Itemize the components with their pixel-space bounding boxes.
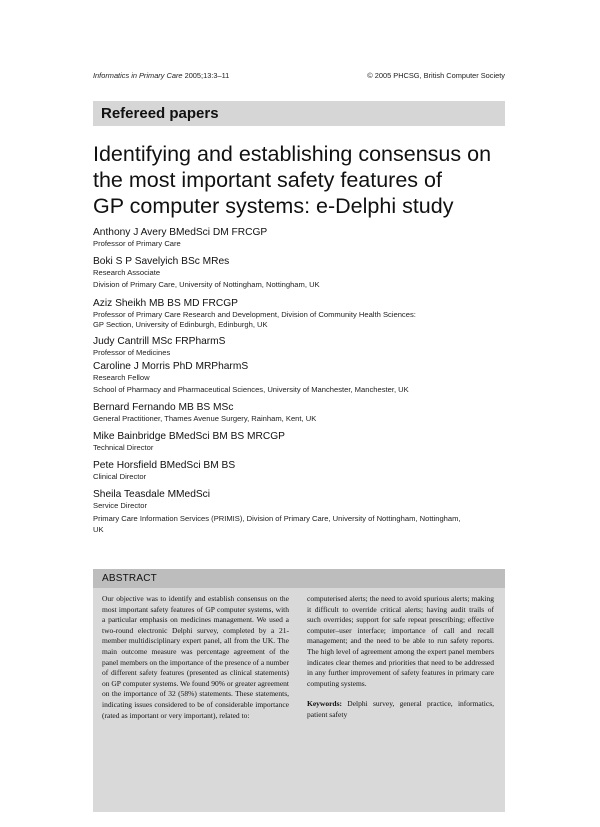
section-title: Refereed papers <box>101 105 219 122</box>
running-head <box>93 70 505 82</box>
article-title <box>93 141 503 219</box>
author-name: Sheila Teasdale MMedSci <box>93 489 211 500</box>
author-name: Judy Cantrill MSc FRPharmS <box>93 336 226 347</box>
author-block <box>93 297 505 335</box>
keywords-label: Keywords: <box>307 699 342 709</box>
author-block <box>93 430 505 459</box>
copyright-notice: © 2005 PHCSG, British Computer Society <box>367 71 505 80</box>
keywords <box>307 699 494 720</box>
author-role: Research Associate <box>93 268 161 277</box>
abstract-text: computerised alerts; the need to avoid spurious alerts; making it difficult to override critical alerts; having audit trails of such overrides; support for safe repeat prescribing; effective computer–user interface; importance of call and recall management; and the need to be able to run safety reports. The high level of agreement among the expert panel members indicates clear themes and priorities that need to be addressed in any further improvement of safety features in primary care computing systems. <box>307 594 494 688</box>
title-line: GP computer systems: e-Delphi study <box>93 194 454 218</box>
author-name: Bernard Fernando MB BS MSc <box>93 402 234 413</box>
title-line: the most important safety features of <box>93 168 442 192</box>
abstract-text: Our objective was to identify and establish consensus on the most important safety features of GP computer systems, with a particular emphasis on medicines management. We used a two-round electronic Delphi survey, completed by a 21-member multidisciplinary expert panel, all from the UK. The main outcome measure was percentage agreement of the panel members on the importance of the presence of a number of different safety features (presented as clinical statements) on GP computer systems. We found 90% or greater agreement on the importance of 32 (58%) statements. These statements, indicating issues considered to be of considerable importance (rated as important or very important), related to: <box>102 594 290 720</box>
abstract-column-left <box>102 594 289 721</box>
author-name: Pete Horsfield BMedSci BM BS <box>93 460 236 471</box>
journal-citation <box>93 70 229 82</box>
title-line: Identifying and establishing consensus on <box>93 142 492 166</box>
author-block <box>93 335 505 360</box>
abstract-heading: ABSTRACT <box>102 573 157 584</box>
abstract-header <box>93 569 505 588</box>
keywords-list: Delphi survey, general practice, informatics, patient safety <box>307 699 494 719</box>
affiliation: Division of Primary Care, University of Nottingham, Nottingham, UK <box>93 280 320 289</box>
author-role-continued: GP Section, University of Edinburgh, Edinburgh, UK <box>93 320 268 329</box>
citation-details: 2005;13:3–11 <box>182 71 230 80</box>
author-role: Clinical Director <box>93 472 147 481</box>
author-list <box>93 226 505 535</box>
author-role: Service Director <box>93 501 148 510</box>
author-block <box>93 401 505 430</box>
author-block <box>93 226 505 255</box>
author-block <box>93 488 505 514</box>
author-name: Boki S P Savelyich BSc MRes <box>93 256 230 267</box>
affiliation: School of Pharmacy and Pharmaceutical Sciences, University of Manchester, Manchester, UK <box>93 385 409 394</box>
author-role: General Practitioner, Thames Avenue Surgery, Rainham, Kent, UK <box>93 414 317 423</box>
author-block <box>93 360 505 385</box>
author-name: Aziz Sheikh MB BS MD FRCGP <box>93 298 238 309</box>
abstract-column-right <box>307 594 494 721</box>
author-role: Research Fellow <box>93 373 150 382</box>
author-block <box>93 255 505 280</box>
affiliation: Primary Care Information Services (PRIMIS), Division of Primary Care, University of Nottingham, Nottingham, UK <box>93 514 461 534</box>
section-header <box>93 101 505 126</box>
author-role: Professor of Medicines <box>93 348 171 357</box>
abstract-box <box>93 569 505 812</box>
author-name: Anthony J Avery BMedSci DM FRCGP <box>93 227 268 238</box>
author-role: Professor of Primary Care Research and Development, Division of Community Health Sciences: <box>93 310 416 319</box>
author-role: Technical Director <box>93 443 154 452</box>
author-role: Professor of Primary Care <box>93 239 181 248</box>
author-block <box>93 459 505 488</box>
author-name: Caroline J Morris PhD MRPharmS <box>93 361 249 372</box>
author-name: Mike Bainbridge BMedSci BM BS MRCGP <box>93 431 285 442</box>
journal-name: Informatics in Primary Care <box>93 71 183 80</box>
